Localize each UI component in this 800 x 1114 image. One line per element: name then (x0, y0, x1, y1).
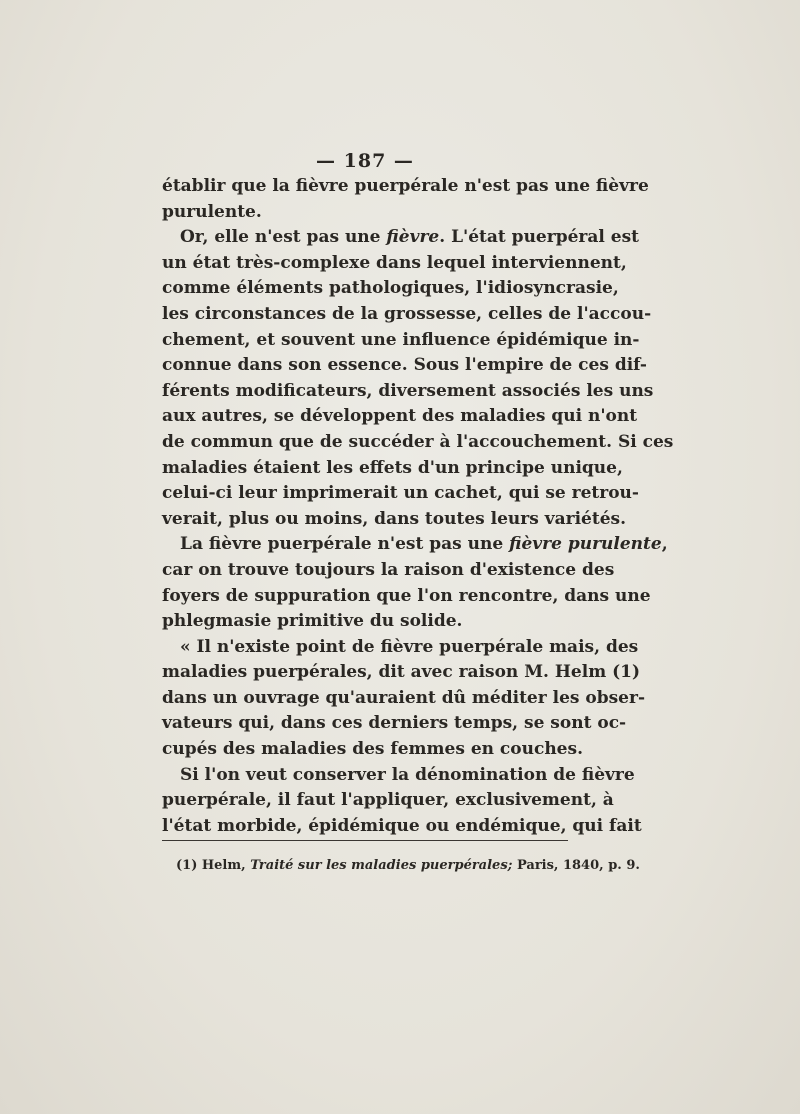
text-line: car on trouve toujours la raison d'existence des (162, 559, 615, 580)
text-line: maladies étaient les effets d'un principe unique, (162, 457, 623, 478)
text-line: les circonstances de la grossesse, celles de l'accou- (162, 303, 652, 324)
text-line: Si l'on veut conserver la dénomination de fièvre (180, 764, 635, 785)
text-line: l'état morbide, épidémique ou endémique, qui fait (162, 815, 642, 836)
text-line: puerpérale, il faut l'appliquer, exclusivement, à (162, 790, 614, 811)
footnote-title: Traité sur les maladies puerpérales; (250, 858, 513, 873)
text-line: Or, elle n'est pas une fièvre. L'état puerpéral est (180, 227, 639, 248)
body-text (162, 174, 674, 839)
text-line: foyers de suppuration que l'on rencontre, dans une (162, 585, 651, 606)
page-number: — 187 — (316, 150, 414, 172)
emphasis: fièvre purulente (509, 534, 662, 555)
text-line: connue dans son essence. Sous l'empire de ces dif- (162, 355, 647, 376)
text-line: aux autres, se développent des maladies qui n'ont (162, 406, 638, 427)
footnote-divider (162, 840, 568, 841)
text-line: maladies puerpérales, dit avec raison M. Helm (1) (162, 662, 641, 683)
text-line: celui-ci leur imprimerait un cachet, qui se retrou- (162, 483, 639, 504)
text-line: dans un ouvrage qu'auraient dû méditer les obser- (162, 687, 646, 708)
text-line: phlegmasie primitive du solide. (162, 611, 463, 632)
text-line: comme éléments pathologiques, l'idiosyncrasie, (162, 278, 619, 299)
text-line: chement, et souvent une influence épidémique in- (162, 329, 640, 350)
text-line: verait, plus ou moins, dans toutes leurs variétés. (162, 508, 626, 529)
footnote: (1) Helm, Traité sur les maladies puerpérales; Paris, 1840, p. 9. (176, 858, 640, 873)
emphasis: fièvre (386, 227, 440, 248)
text-line: La fièvre puerpérale n'est pas une fièvre purulente, (180, 534, 668, 555)
text-line: purulente. (162, 201, 262, 222)
text-line: vateurs qui, dans ces derniers temps, se sont oc- (162, 713, 627, 734)
text-line: cupés des maladies des femmes en couches. (162, 739, 583, 760)
text-line: férents modificateurs, diversement associés les uns (162, 380, 654, 401)
text-line: un état très-complexe dans lequel interviennent, (162, 252, 627, 273)
text-line: établir que la fièvre puerpérale n'est pas une fièvre (162, 176, 649, 196)
text-line: « Il n'existe point de fièvre puerpérale mais, des (180, 636, 639, 657)
text-line: de commun que de succéder à l'accouchement. Si ces (162, 431, 674, 452)
